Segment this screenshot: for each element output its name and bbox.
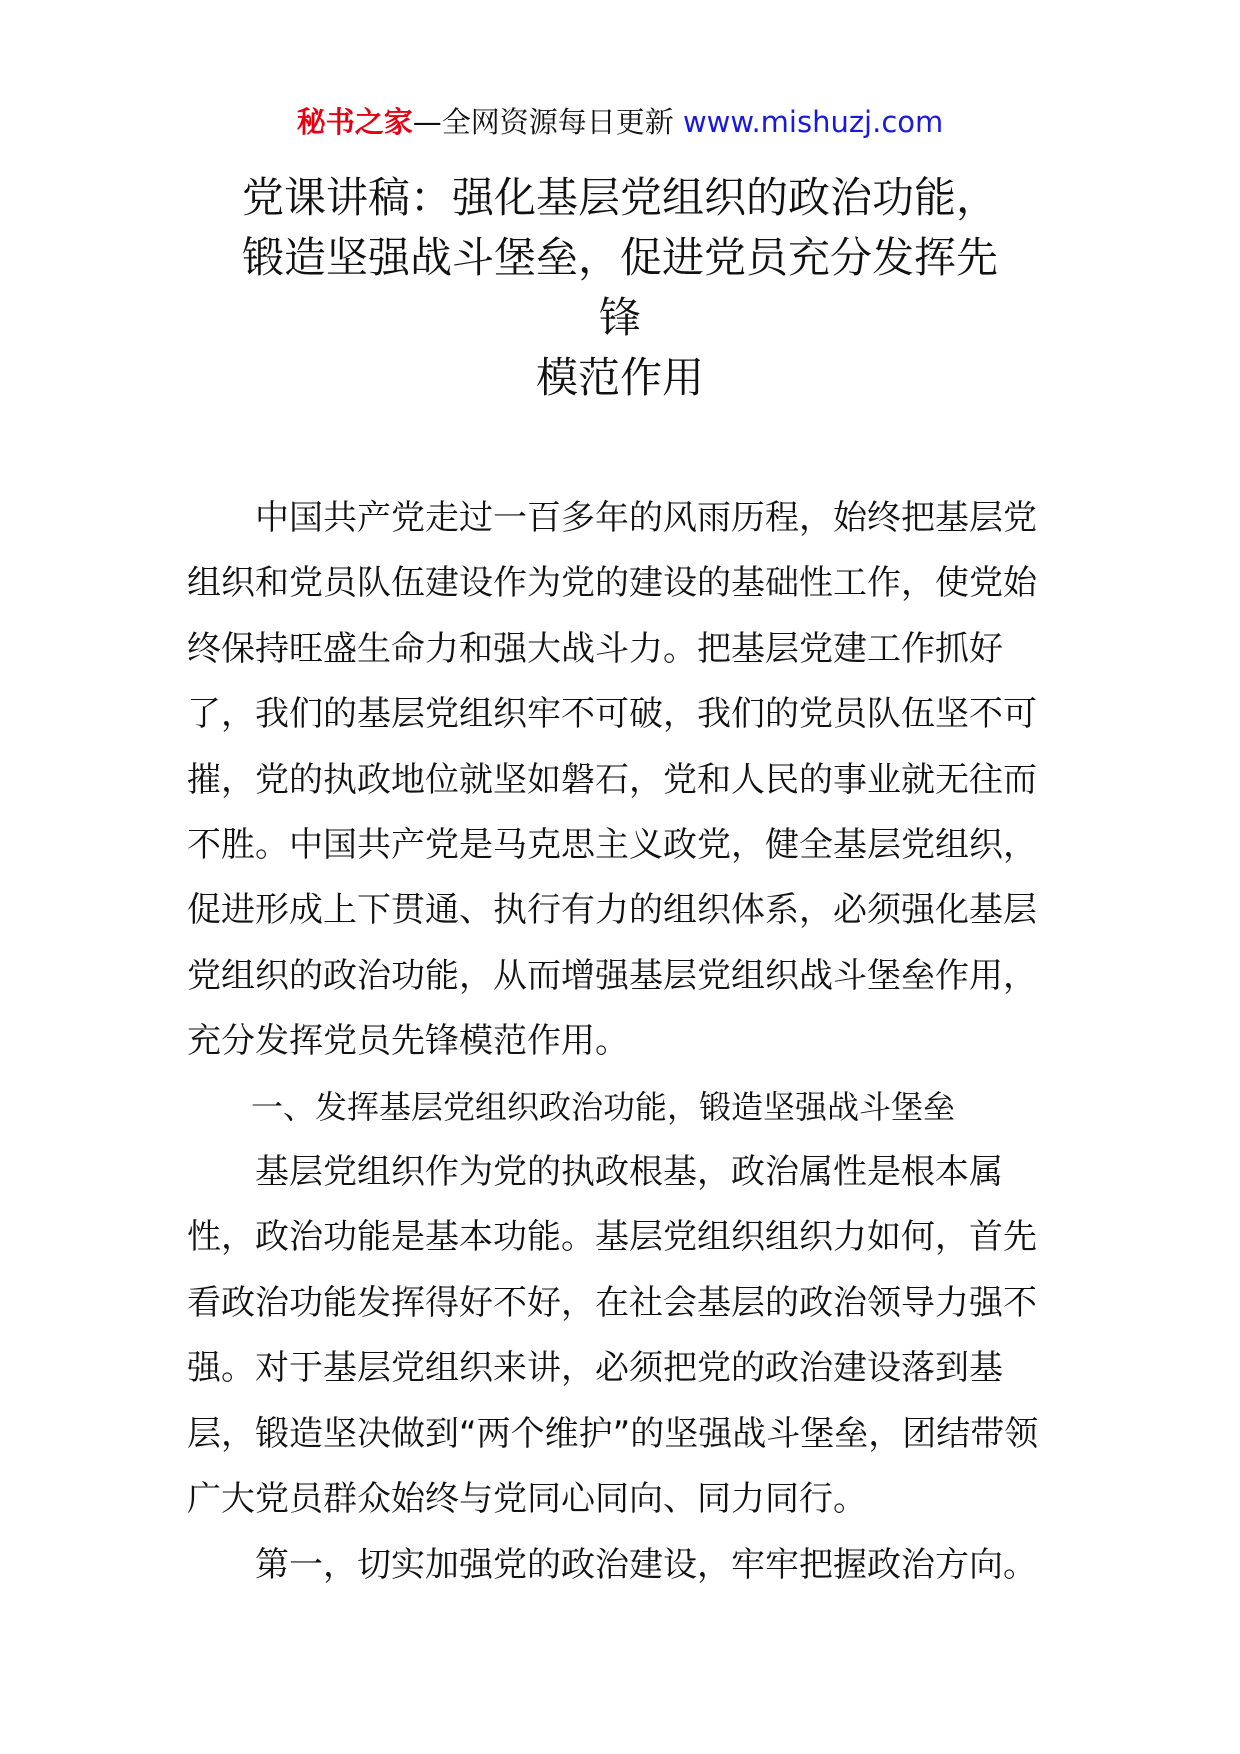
section-heading-1: 一、发挥基层党组织政治功能，锻造坚强战斗堡垒	[251, 1087, 956, 1126]
document-body	[187, 486, 1053, 1598]
site-url-link[interactable]: www.mishuzj.com	[682, 105, 944, 139]
title-line-1: 党课讲稿：强化基层党组织的政治功能，	[241, 173, 998, 222]
document-title	[150, 168, 1090, 408]
site-brand: 秘书之家	[296, 105, 413, 139]
title-line-2: 锻造坚强战斗堡垒，促进党员充分发挥先	[241, 233, 998, 282]
paragraph-point-1: 第一，切实加强党的政治建设，牢牢把握政治方向。	[255, 1544, 1037, 1585]
paragraph-intro: 中国共产党走过一百多年的风雨历程，始终把基层党组织和党员队伍建设作为党的建设的基础性工作，使党始终保持旺盛生命力和强大战斗力。把基层党建工作抓好了，我们的基层党组织牢不可破，我们的党员队伍坚不可摧，党的执政地位就坚如磐石，党和人民的事业就无往而不胜。中国共产党是马克思主义政党，健全基层党组织，促进形成上下贯通、执行有力的组织体系，必须强化基层党组织的政治功能，从而增强基层党组织战斗堡垒作用，充分发挥党员先锋模范作用。	[187, 498, 1037, 1062]
title-line-4: 模范作用	[535, 353, 704, 402]
title-line-3: 锋	[598, 293, 641, 342]
site-header	[0, 100, 1240, 144]
paragraph-section-1: 基层党组织作为党的执政根基，政治属性是根本属性，政治功能是基本功能。基层党组织组织力如何，首先看政治功能发挥得好不好，在社会基层的政治领导力强不强。对于基层党组织来讲，必须把党的政治建设落到基层，锻造坚决做到“两个维护”的坚强战斗堡垒，团结带领广大党员群众始终与党同心同向、同力同行。	[187, 1152, 1039, 1520]
site-tagline: —全网资源每日更新	[412, 105, 674, 139]
